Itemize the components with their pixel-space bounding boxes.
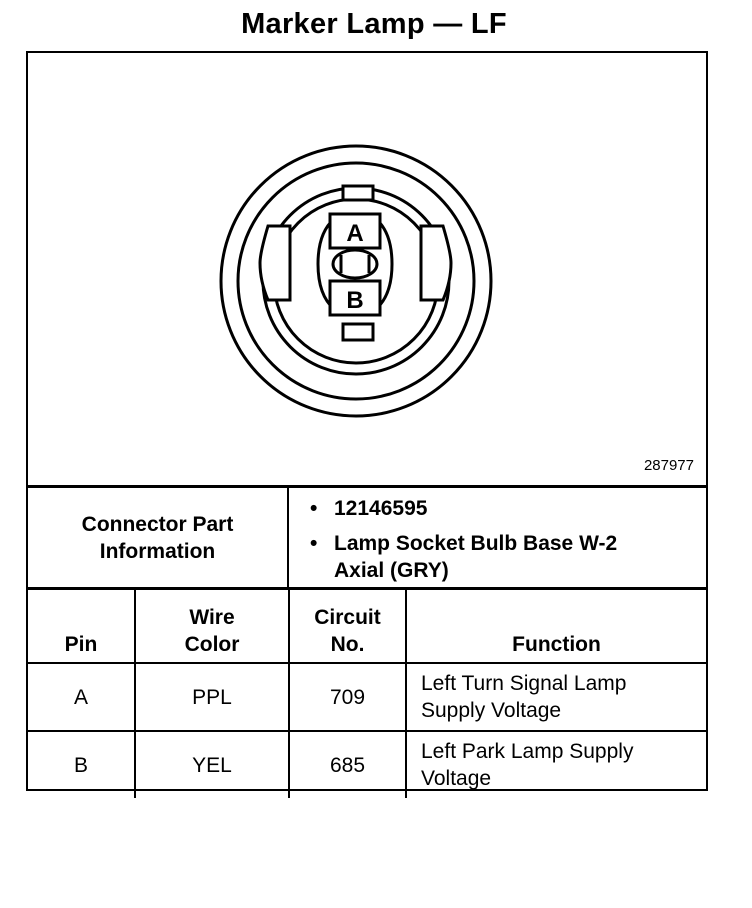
header-function: Function [406,590,706,663]
cell-function: Left Turn Signal Lamp Supply Voltage [406,663,706,731]
connector-frame [26,51,708,791]
part-description: Lamp Socket Bulb Base W-2 Axial (GRY) [334,532,618,582]
bullet-icon: • [310,532,318,555]
pin-b-label: B [346,287,364,314]
cell-pin: A [28,663,135,731]
connector-part-label: Connector Part Information [28,488,289,587]
part-info-item [310,530,664,584]
connector-face-drawing [28,53,706,486]
cell-wire-color: PPL [135,663,289,731]
part-info-item [310,495,674,522]
header-pin: Pin [28,590,135,663]
table-row [28,731,706,798]
cell-circuit: 709 [289,663,406,731]
part-number: 12146595 [334,497,428,520]
connector-diagram [28,53,706,488]
header-wire-color: Wire Color [135,590,289,663]
connector-part-info [290,488,704,587]
cell-wire-color: YEL [135,731,289,798]
cell-pin: B [28,731,135,798]
cell-function: Left Park Lamp Supply Voltage [406,731,706,798]
pin-a-label: A [346,220,364,247]
left-tab [260,226,290,300]
figure-number: 287977 [643,457,694,474]
table-row [28,663,706,731]
right-tab [421,226,451,300]
bottom-key [343,324,373,340]
bullet-icon: • [310,497,318,520]
cell-circuit: 685 [289,731,406,798]
pin-table-header [28,590,706,663]
top-key [343,186,373,200]
header-circuit: Circuit No. [289,590,406,663]
pin-table [28,590,706,798]
page-title: Marker Lamp — LF [241,8,507,40]
connector-part-row [28,488,706,590]
